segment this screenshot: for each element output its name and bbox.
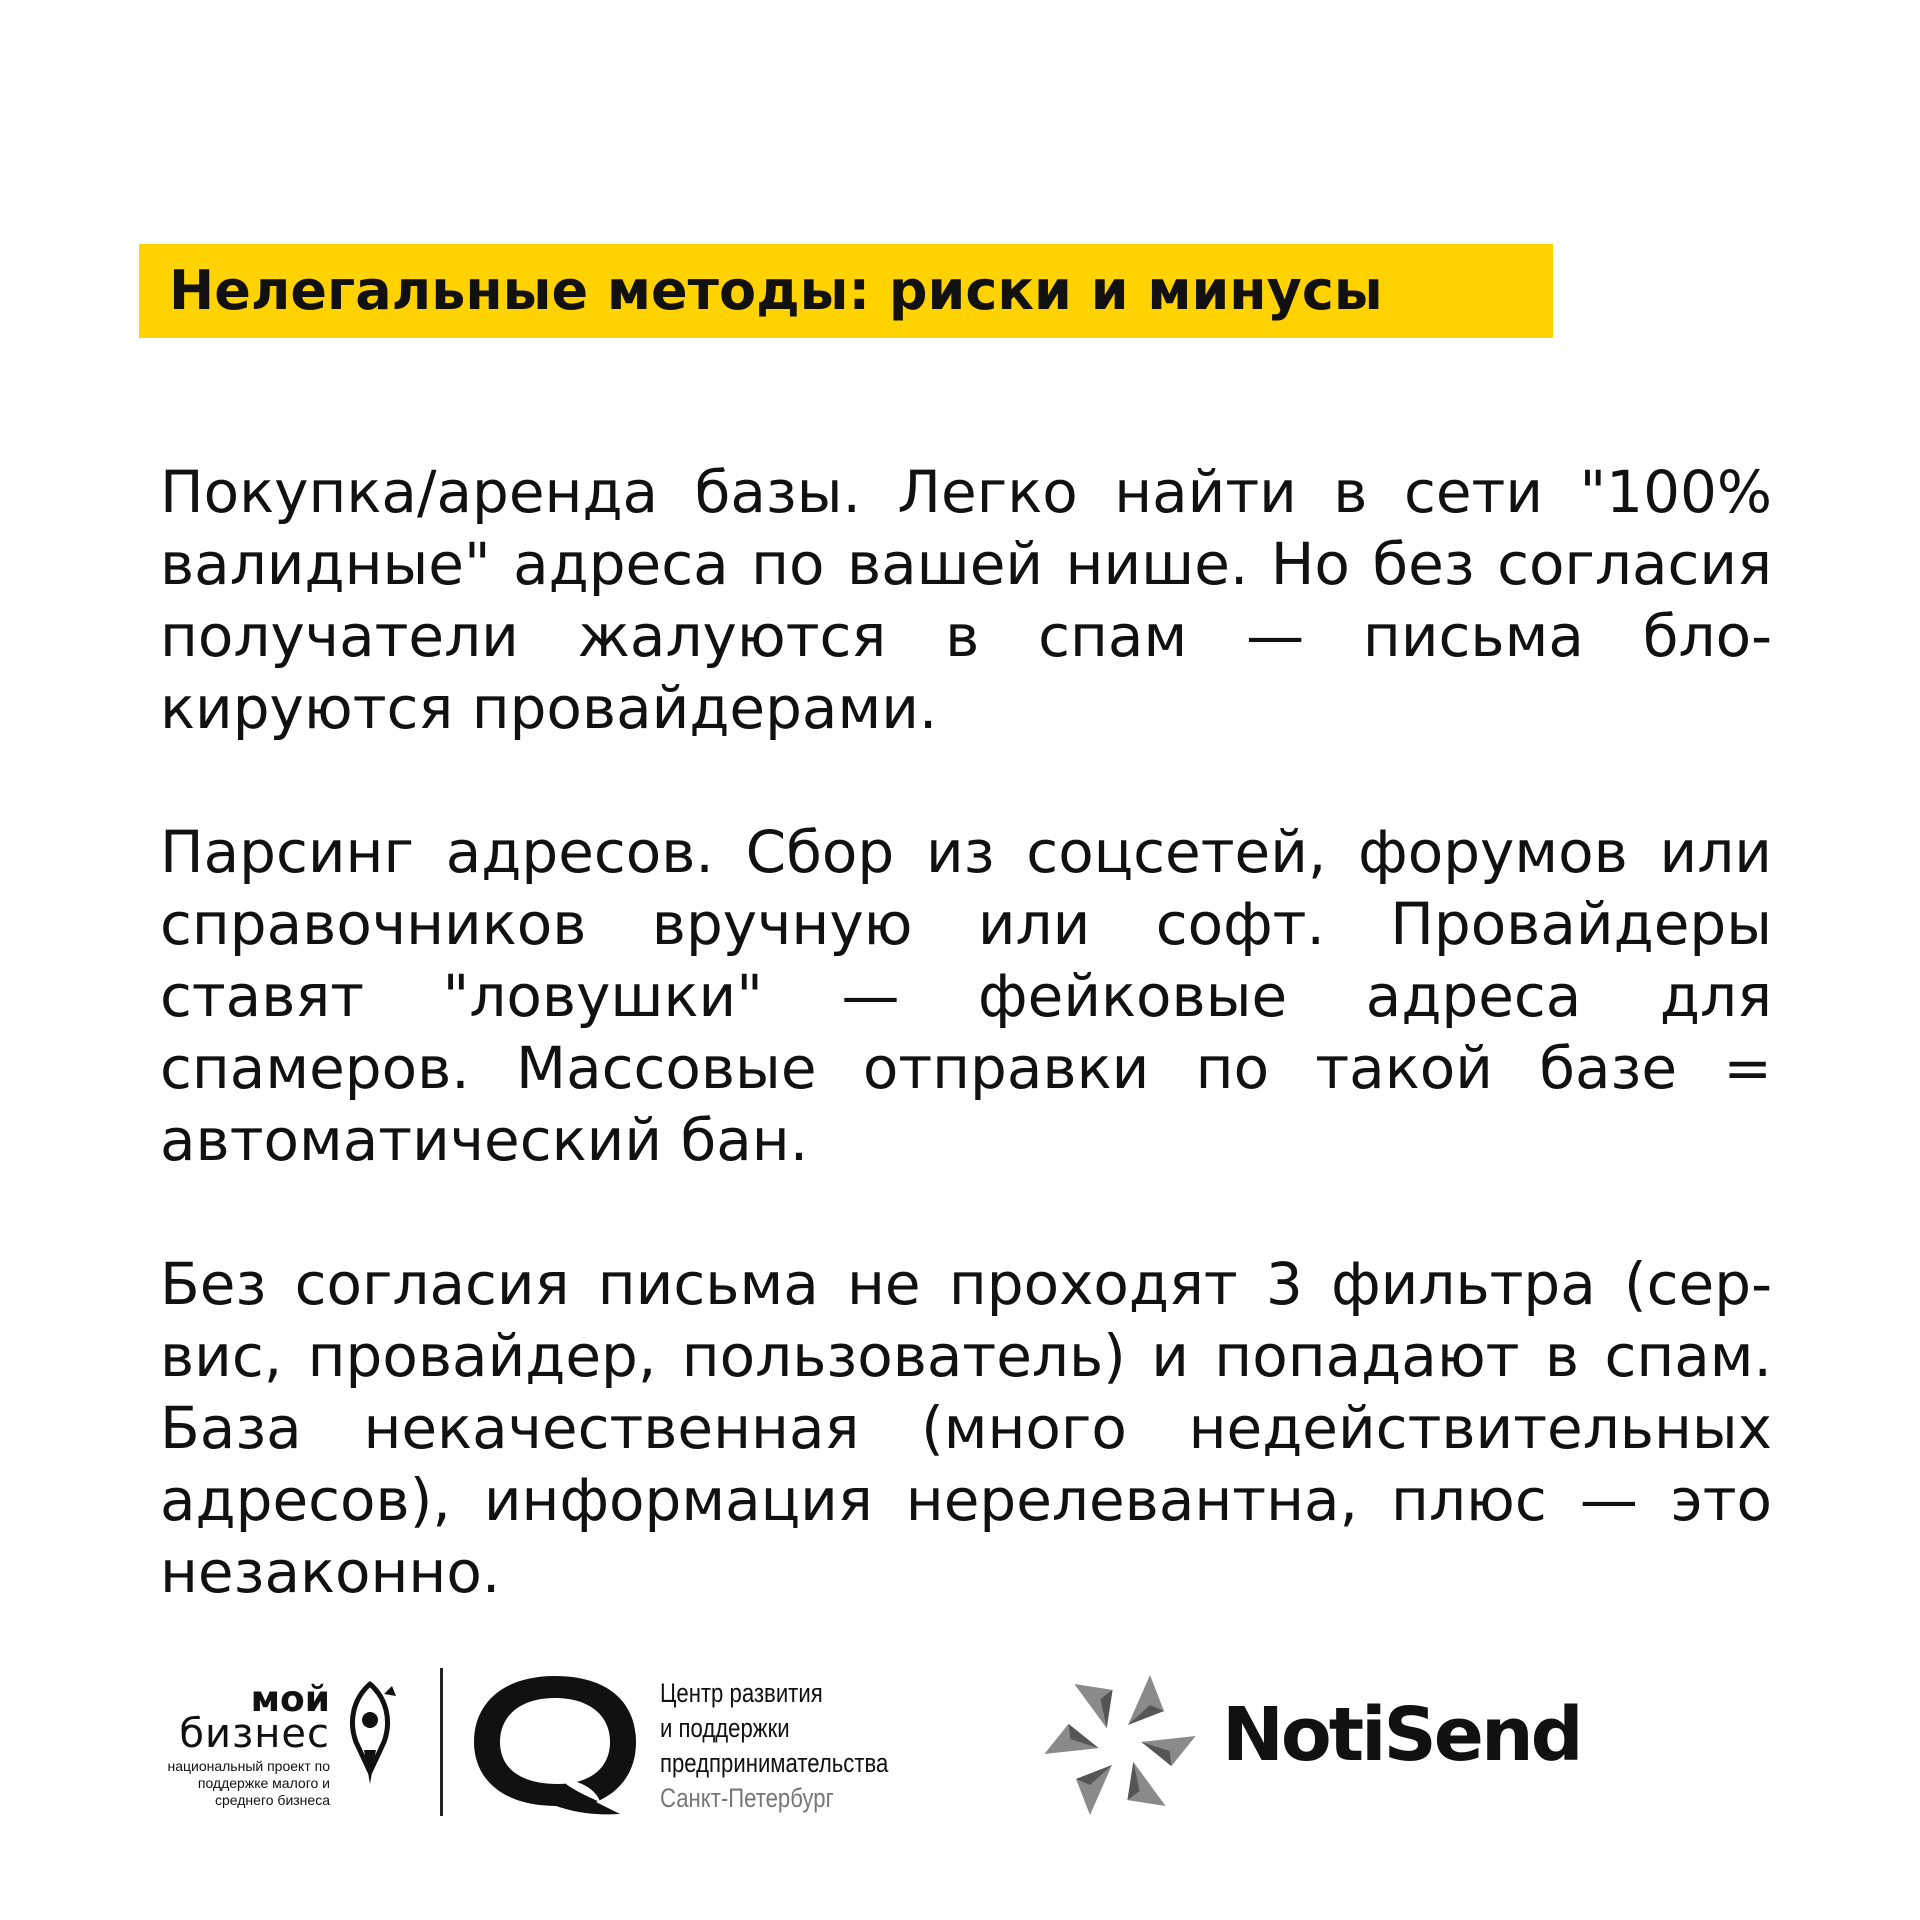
moi-word: мой (250, 1679, 330, 1720)
paragraph-buying-base: Покупка/аренда базы. Легко найти в сети "100% валидные" адреса по вашей нише. Но без согласия получатели жалуются в спам — письма блокируются провайдерами. (160, 458, 1772, 742)
cpp-line-2: и поддержки (660, 1713, 790, 1743)
logo-divider (440, 1668, 443, 1816)
footer-logos (0, 1640, 1920, 1820)
moi-biznes-tagline: национальный проект по поддержке малого и среднего бизнеса (167, 1758, 330, 1808)
cpp-city: Санкт-Петербург (660, 1783, 834, 1813)
cpp-line-3: предпринимательства (660, 1748, 889, 1778)
heading-band (139, 244, 1553, 338)
rocket-pin-icon (340, 1680, 400, 1790)
notisend-wordmark: NotiSend (1222, 1692, 1581, 1778)
cpp-line-1: Центр развития (660, 1678, 823, 1708)
paragraph-no-consent: Без согласия письма не проходят 3 фильтра (сервис, провайдер, пользователь) и попадают в спам. База некачественная (много недействительных адресов), информация нерелевантна, плюс — это незаконно. (160, 1250, 1772, 1606)
biznes-word: бизнес (179, 1711, 330, 1757)
cpp-text (660, 1676, 888, 1816)
page-title: Нелегальные методы: риски и минусы (169, 259, 1383, 322)
speech-bubble-logo (470, 1668, 640, 1818)
paragraph-parsing: Парсинг адресов. Сбор из соцсетей, форумов или справочников вручную или софт. Провайдеры ставят "ловушки" — фейковые адреса для спамеров. Массовые отправки по такой базе = автоматический бан. (160, 818, 1772, 1174)
paper-plane-ring-icon (1040, 1670, 1200, 1820)
moi-biznes-logo (160, 1680, 410, 1810)
